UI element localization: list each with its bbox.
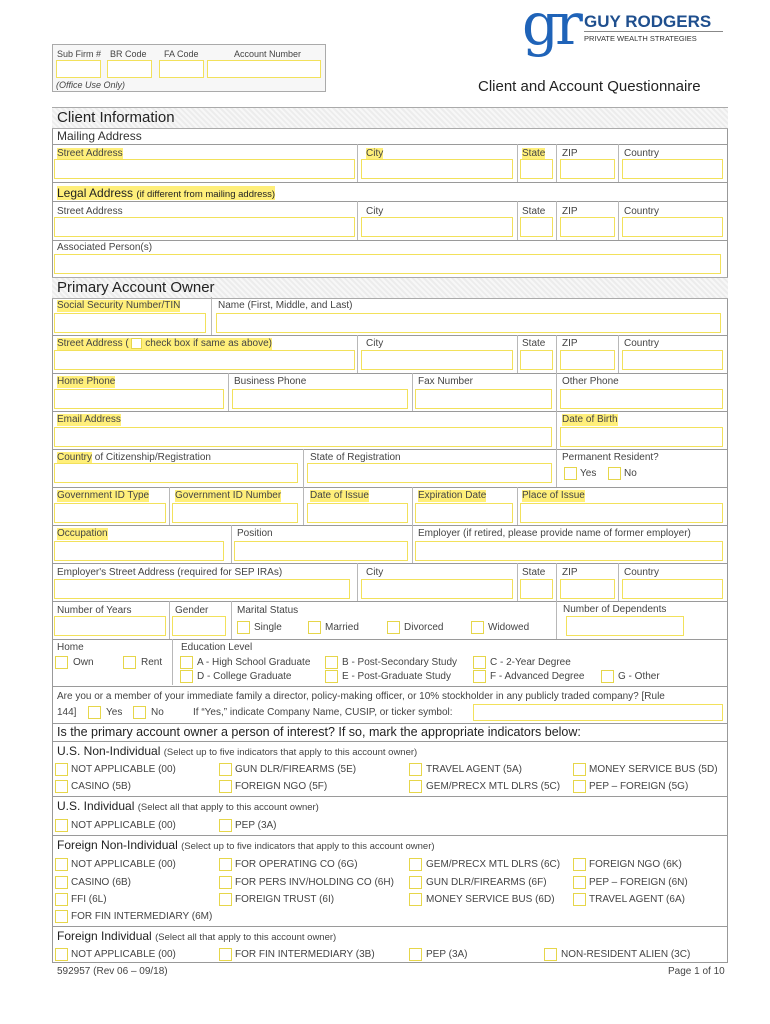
owner-street-label-a: Street Address ( (57, 338, 129, 349)
us-non-individual-title: U.S. Non-Individual (57, 744, 161, 758)
owner-title: Primary Account Owner (57, 279, 215, 296)
ssn-field[interactable] (54, 313, 206, 333)
foreign-non-ind-checkbox-6[interactable] (219, 876, 232, 889)
dob-label: Date of Birth (562, 414, 618, 425)
edu-f-label: F - Advanced Degree (490, 671, 585, 682)
rent-checkbox[interactable] (123, 656, 136, 669)
employer-city-label: City (366, 567, 384, 578)
place-issue-field[interactable] (520, 503, 723, 523)
foreign-ind-item-3: PEP (3A) (426, 949, 468, 960)
single-checkbox[interactable] (237, 621, 250, 634)
us-non-ind-checkbox-4[interactable] (573, 763, 586, 776)
foreign-non-ind-checkbox-10[interactable] (219, 893, 232, 906)
dependents-field[interactable] (566, 616, 684, 636)
gov-id-type-field[interactable] (54, 503, 166, 523)
foreign-non-ind-item-5: CASINO (6B) (71, 877, 132, 888)
date-issue-label: Date of Issue (310, 490, 369, 501)
foreign-individual-heading (57, 929, 336, 943)
edu-f-checkbox[interactable] (473, 670, 486, 683)
owner-street-label (57, 338, 272, 350)
edu-c-label: C - 2-Year Degree (490, 657, 571, 668)
foreign-non-ind-checkbox-9[interactable] (55, 893, 68, 906)
logo-mark: gr (522, 0, 579, 58)
director-no-checkbox[interactable] (133, 706, 146, 719)
us-non-ind-item-7: GEM/PRECX MTL DLRS (5C) (426, 781, 561, 792)
owner-city-field[interactable] (361, 350, 513, 370)
perm-resident-no-checkbox[interactable] (608, 467, 621, 480)
mailing-state-field[interactable] (520, 159, 553, 179)
edu-d-checkbox[interactable] (180, 670, 193, 683)
us-non-ind-item-4: MONEY SERVICE BUS (5D) (589, 764, 718, 775)
employer-label: Employer (if retired, please provide name of former employer) (418, 528, 691, 539)
gov-id-number-field[interactable] (172, 503, 298, 523)
foreign-ind-item-1: NOT APPLICABLE (00) (71, 949, 176, 960)
us-non-individual-heading (57, 744, 417, 758)
sub-firm-field[interactable] (56, 60, 101, 78)
owner-street-label-b: check box if same as above) (145, 338, 272, 349)
account-number-field[interactable] (207, 60, 321, 78)
employer-state-field[interactable] (520, 579, 553, 599)
legal-address-heading (57, 186, 275, 200)
legal-address-label: Legal Address (57, 186, 134, 200)
rule-144-label: 144] (57, 707, 77, 718)
years-label: Number of Years (57, 605, 132, 616)
us-individual-note: (Select all that apply to this account owner) (137, 802, 319, 813)
edu-b-checkbox[interactable] (325, 656, 338, 669)
date-issue-field[interactable] (307, 503, 408, 523)
office-use-box (52, 44, 326, 92)
edu-d-label: D - College Graduate (197, 671, 292, 682)
perm-resident-yes-checkbox[interactable] (564, 467, 577, 480)
company-logo (522, 0, 722, 64)
us-non-ind-item-8: PEP – FOREIGN (5G) (589, 781, 689, 792)
state-registration-field[interactable] (307, 463, 552, 483)
business-phone-field[interactable] (232, 389, 408, 409)
owner-city-label: City (366, 338, 384, 349)
ssn-label: Social Security Number/TIN (57, 300, 181, 311)
same-as-above-checkbox[interactable] (131, 338, 142, 349)
gov-id-number-label: Government ID Number (175, 490, 282, 501)
foreign-non-ind-checkbox-4[interactable] (573, 858, 586, 871)
director-yes-label: Yes (106, 707, 123, 718)
home-phone-field[interactable] (54, 389, 224, 409)
legal-address-note: (if different from mailing address) (136, 189, 276, 200)
foreign-ind-checkbox-3[interactable] (409, 948, 422, 961)
br-code-label: BR Code (110, 49, 147, 59)
foreign-non-ind-checkbox-13[interactable] (55, 910, 68, 923)
brand-name: GUY RODGERS (584, 12, 712, 31)
years-field[interactable] (54, 616, 166, 636)
other-phone-label: Other Phone (562, 376, 619, 387)
fax-field[interactable] (415, 389, 552, 409)
us-ind-item-1: NOT APPLICABLE (00) (71, 820, 176, 831)
director-question: Are you or a member of your immediate family a director, policy-making officer, or 10% stockholder in any publicly traded company? [Rule (57, 691, 665, 702)
single-label: Single (254, 622, 282, 633)
legal-city-field[interactable] (361, 217, 513, 237)
mailing-address-heading: Mailing Address (57, 129, 142, 143)
foreign-ind-item-4: NON-RESIDENT ALIEN (3C) (561, 949, 691, 960)
edu-e-label: E - Post-Graduate Study (342, 671, 451, 682)
fa-code-field[interactable] (159, 60, 204, 78)
account-number-label: Account Number (234, 49, 302, 59)
mailing-city-field[interactable] (361, 159, 513, 179)
foreign-ind-item-2: FOR FIN INTERMEDIARY (3B) (235, 949, 375, 960)
edu-b-label: B - Post-Secondary Study (342, 657, 458, 668)
associated-persons-label: Associated Person(s) (57, 242, 153, 253)
business-phone-label: Business Phone (234, 376, 307, 387)
us-non-ind-checkbox-1[interactable] (55, 763, 68, 776)
employer-country-label: Country (624, 567, 660, 578)
gender-label: Gender (175, 605, 209, 616)
foreign-non-ind-checkbox-2[interactable] (219, 858, 232, 871)
sub-firm-label: Sub Firm # (57, 49, 102, 59)
edu-c-checkbox[interactable] (473, 656, 486, 669)
occupation-label: Occupation (57, 528, 108, 539)
us-non-ind-checkbox-8[interactable] (573, 780, 586, 793)
foreign-non-ind-checkbox-8[interactable] (573, 876, 586, 889)
employer-zip-label: ZIP (562, 567, 578, 578)
us-non-ind-checkbox-2[interactable] (219, 763, 232, 776)
form-number: 592957 (Rev 06 – 09/18) (57, 966, 168, 977)
person-interest-question: Is the primary account owner a person of interest? If so, mark the appropriate indicators below: (57, 725, 581, 739)
zip-label: ZIP (562, 148, 578, 159)
company-ticker-field[interactable] (473, 704, 723, 721)
fa-code-label: FA Code (164, 49, 199, 59)
foreign-non-ind-item-1: NOT APPLICABLE (00) (71, 859, 176, 870)
email-field[interactable] (54, 427, 552, 447)
foreign-individual-title: Foreign Individual (57, 929, 152, 943)
if-yes-label: If “Yes,” indicate Company Name, CUSIP, or ticker symbol: (193, 707, 453, 718)
foreign-non-ind-item-10: FOREIGN TRUST (6I) (235, 894, 335, 905)
edu-a-checkbox[interactable] (180, 656, 193, 669)
us-ind-item-2: PEP (3A) (235, 820, 277, 831)
brand-tagline: PRIVATE WEALTH STRATEGIES (584, 34, 697, 43)
foreign-non-ind-item-2: FOR OPERATING CO (6G) (235, 859, 358, 870)
gender-field[interactable] (172, 616, 226, 636)
us-individual-heading (57, 799, 319, 813)
owner-state-label: State (522, 338, 546, 349)
position-label: Position (237, 528, 273, 539)
name-field[interactable] (216, 313, 721, 333)
foreign-non-ind-checkbox-1[interactable] (55, 858, 68, 871)
street-address-label: Street Address (57, 148, 123, 159)
edu-g-label: G - Other (618, 671, 660, 682)
foreign-non-ind-item-7: GUN DLR/FIREARMS (6F) (426, 877, 547, 888)
br-code-field[interactable] (107, 60, 152, 78)
us-individual-title: U.S. Individual (57, 799, 135, 813)
us-non-individual-note: (Select up to five indicators that apply to this account owner) (163, 747, 418, 758)
citizenship-label-b: of Citizenship/Registration (92, 452, 211, 463)
own-checkbox[interactable] (55, 656, 68, 669)
foreign-non-ind-item-9: FFI (6L) (71, 894, 107, 905)
us-non-ind-checkbox-6[interactable] (219, 780, 232, 793)
fax-label: Fax Number (418, 376, 474, 387)
owner-country-field[interactable] (622, 350, 723, 370)
owner-country-label: Country (624, 338, 660, 349)
us-non-ind-item-6: FOREIGN NGO (5F) (235, 781, 328, 792)
foreign-non-ind-item-8: PEP – FOREIGN (6N) (589, 877, 688, 888)
rent-label: Rent (141, 657, 163, 668)
foreign-non-individual-note: (Select up to five indicators that apply to this account owner) (181, 841, 435, 852)
associated-persons-field[interactable] (54, 254, 721, 274)
place-issue-label: Place of Issue (522, 490, 585, 501)
us-ind-checkbox-2[interactable] (219, 819, 232, 832)
edu-a-label: A - High School Graduate (197, 657, 311, 668)
expiration-date-field[interactable] (415, 503, 513, 523)
foreign-non-individual-title: Foreign Non-Individual (57, 838, 178, 852)
form-title: Client and Account Questionnaire (478, 78, 701, 95)
owner-street-field[interactable] (54, 350, 355, 370)
other-phone-field[interactable] (560, 389, 723, 409)
employer-state-label: State (522, 567, 546, 578)
own-label: Own (73, 657, 94, 668)
us-non-ind-checkbox-7[interactable] (409, 780, 422, 793)
foreign-non-ind-checkbox-7[interactable] (409, 876, 422, 889)
legal-street-field[interactable] (54, 217, 355, 237)
foreign-non-ind-item-6: FOR PERS INV/HOLDING CO (6H) (235, 877, 394, 888)
married-label: Married (325, 622, 359, 633)
us-ind-checkbox-1[interactable] (55, 819, 68, 832)
name-label: Name (First, Middle, and Last) (218, 300, 353, 311)
education-label: Education Level (181, 642, 253, 653)
perm-resident-no-label: No (624, 468, 637, 479)
state-registration-label: State of Registration (310, 452, 401, 463)
employer-street-label: Employer's Street Address (required for SEP IRAs) (57, 567, 283, 578)
us-non-ind-checkbox-5[interactable] (55, 780, 68, 793)
legal-zip-field[interactable] (560, 217, 615, 237)
foreign-non-ind-item-13: FOR FIN INTERMEDIARY (6M) (71, 911, 213, 922)
married-checkbox[interactable] (308, 621, 321, 634)
foreign-non-ind-checkbox-5[interactable] (55, 876, 68, 889)
occupation-field[interactable] (54, 541, 224, 561)
foreign-ind-checkbox-2[interactable] (219, 948, 232, 961)
citizenship-field[interactable] (54, 463, 298, 483)
us-non-ind-item-1: NOT APPLICABLE (00) (71, 764, 176, 775)
permanent-resident-label: Permanent Resident? (562, 452, 659, 463)
us-non-ind-item-3: TRAVEL AGENT (5A) (426, 764, 522, 775)
director-no-label: No (151, 707, 164, 718)
email-label: Email Address (57, 414, 121, 425)
foreign-non-ind-item-12: TRAVEL AGENT (6A) (589, 894, 685, 905)
divorced-checkbox[interactable] (387, 621, 400, 634)
widowed-checkbox[interactable] (471, 621, 484, 634)
foreign-non-ind-item-4: FOREIGN NGO (6K) (589, 859, 682, 870)
home-phone-label: Home Phone (57, 376, 116, 387)
position-field[interactable] (234, 541, 408, 561)
mailing-country-field[interactable] (622, 159, 723, 179)
edu-g-checkbox[interactable] (601, 670, 614, 683)
employer-field[interactable] (415, 541, 723, 561)
state-label: State (522, 148, 546, 159)
owner-state-field[interactable] (520, 350, 553, 370)
country-label: Country (624, 148, 660, 159)
edu-e-checkbox[interactable] (325, 670, 338, 683)
us-non-ind-item-2: GUN DLR/FIREARMS (5E) (235, 764, 357, 775)
director-yes-checkbox[interactable] (88, 706, 101, 719)
legal-zip-label: ZIP (562, 206, 578, 217)
citizenship-label-a: Country (57, 452, 93, 463)
foreign-ind-checkbox-1[interactable] (55, 948, 68, 961)
employer-zip-field[interactable] (560, 579, 615, 599)
gov-id-type-label: Government ID Type (57, 490, 150, 501)
legal-state-field[interactable] (520, 217, 553, 237)
foreign-non-ind-item-11: MONEY SERVICE BUS (6D) (426, 894, 555, 905)
us-non-ind-item-5: CASINO (5B) (71, 781, 132, 792)
legal-country-label: Country (624, 206, 660, 217)
perm-resident-yes-label: Yes (580, 468, 597, 479)
legal-street-label: Street Address (57, 206, 123, 217)
mailing-street-field[interactable] (54, 159, 355, 179)
legal-country-field[interactable] (622, 217, 723, 237)
us-non-ind-checkbox-3[interactable] (409, 763, 422, 776)
dependents-label: Number of Dependents (563, 604, 667, 615)
client-info-title: Client Information (57, 109, 175, 126)
home-label: Home (57, 642, 84, 653)
foreign-non-individual-heading (57, 838, 435, 852)
owner-zip-field[interactable] (560, 350, 615, 370)
city-label: City (366, 148, 384, 159)
foreign-non-ind-checkbox-3[interactable] (409, 858, 422, 871)
employer-country-field[interactable] (622, 579, 723, 599)
office-use-note: (Office Use Only) (56, 80, 126, 90)
legal-city-label: City (366, 206, 384, 217)
mailing-zip-field[interactable] (560, 159, 615, 179)
marital-label: Marital Status (237, 605, 299, 616)
foreign-individual-note: (Select all that apply to this account owner) (155, 932, 337, 943)
employer-city-field[interactable] (361, 579, 513, 599)
employer-street-field[interactable] (54, 579, 350, 599)
expiration-date-label: Expiration Date (418, 490, 487, 501)
divorced-label: Divorced (404, 622, 444, 633)
foreign-non-ind-checkbox-12[interactable] (573, 893, 586, 906)
dob-field[interactable] (560, 427, 723, 447)
foreign-ind-checkbox-4[interactable] (544, 948, 557, 961)
foreign-non-ind-checkbox-11[interactable] (409, 893, 422, 906)
page-number: Page 1 of 10 (668, 966, 725, 977)
legal-state-label: State (522, 206, 546, 217)
owner-zip-label: ZIP (562, 338, 578, 349)
widowed-label: Widowed (488, 622, 530, 633)
foreign-non-ind-item-3: GEM/PRECX MTL DLRS (6C) (426, 859, 561, 870)
